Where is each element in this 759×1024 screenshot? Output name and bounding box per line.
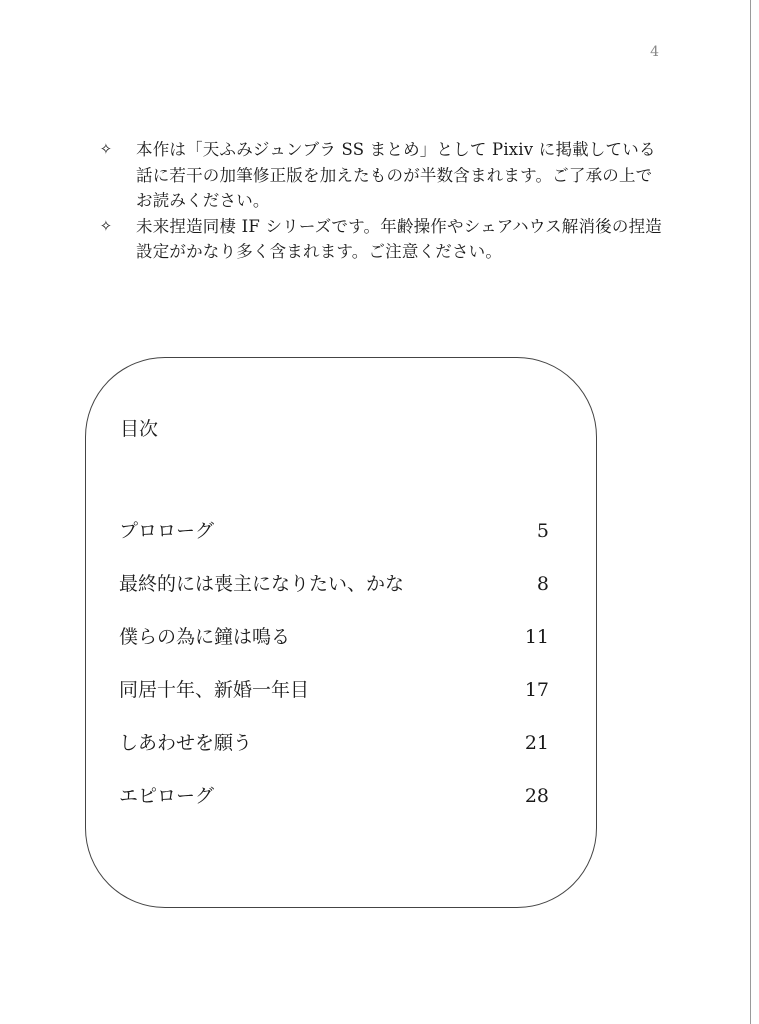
toc-entry-page: 11 [524,626,549,648]
toc-entry[interactable] [119,677,549,730]
page-number: 4 [650,44,659,60]
sparkle-bullet-icon: ✧ [99,140,113,158]
toc-entry-title: エピローグ [119,785,215,807]
toc-entry-title: プロローグ [119,520,215,542]
toc-entry[interactable] [119,518,549,571]
sparkle-bullet-icon: ✧ [99,216,113,235]
note-text: 本作は「天ふみジュンブラ SS まとめ」として Pixiv に掲載している話に若干の加筆修正版を加えたものが半数含まれます。ご了承の上でお読みください。 [136,140,656,210]
toc-entry-title: 最終的には喪主になりたい、かな [119,573,405,595]
toc-entry[interactable] [119,571,549,624]
toc-list [119,518,549,836]
toc-entry-title: しあわせを願う [119,732,253,754]
toc-entry[interactable] [119,730,549,783]
note-text: 未来捏造同棲 IF シリーズです。年齢操作やシェアハウス解消後の捏造設定がかなり多く含まれます。ご注意ください。 [136,216,662,261]
notes-list [96,137,666,265]
toc-entry-page: 8 [536,573,549,595]
toc-title: 目次 [120,418,159,440]
toc-entry-title: 同居十年、新婚一年目 [119,679,310,701]
toc-entry-title: 僕らの為に鐘は鳴る [119,626,291,648]
toc-entry-page: 17 [524,679,549,701]
page-edge-rule [750,0,751,1024]
table-of-contents [85,357,597,908]
toc-entry-page: 5 [536,520,549,542]
toc-entry-page: 28 [524,785,549,807]
note-item [96,214,666,265]
toc-entry-page: 21 [524,732,549,754]
toc-entry[interactable] [119,624,549,677]
note-item [96,137,666,214]
toc-entry[interactable] [119,783,549,836]
